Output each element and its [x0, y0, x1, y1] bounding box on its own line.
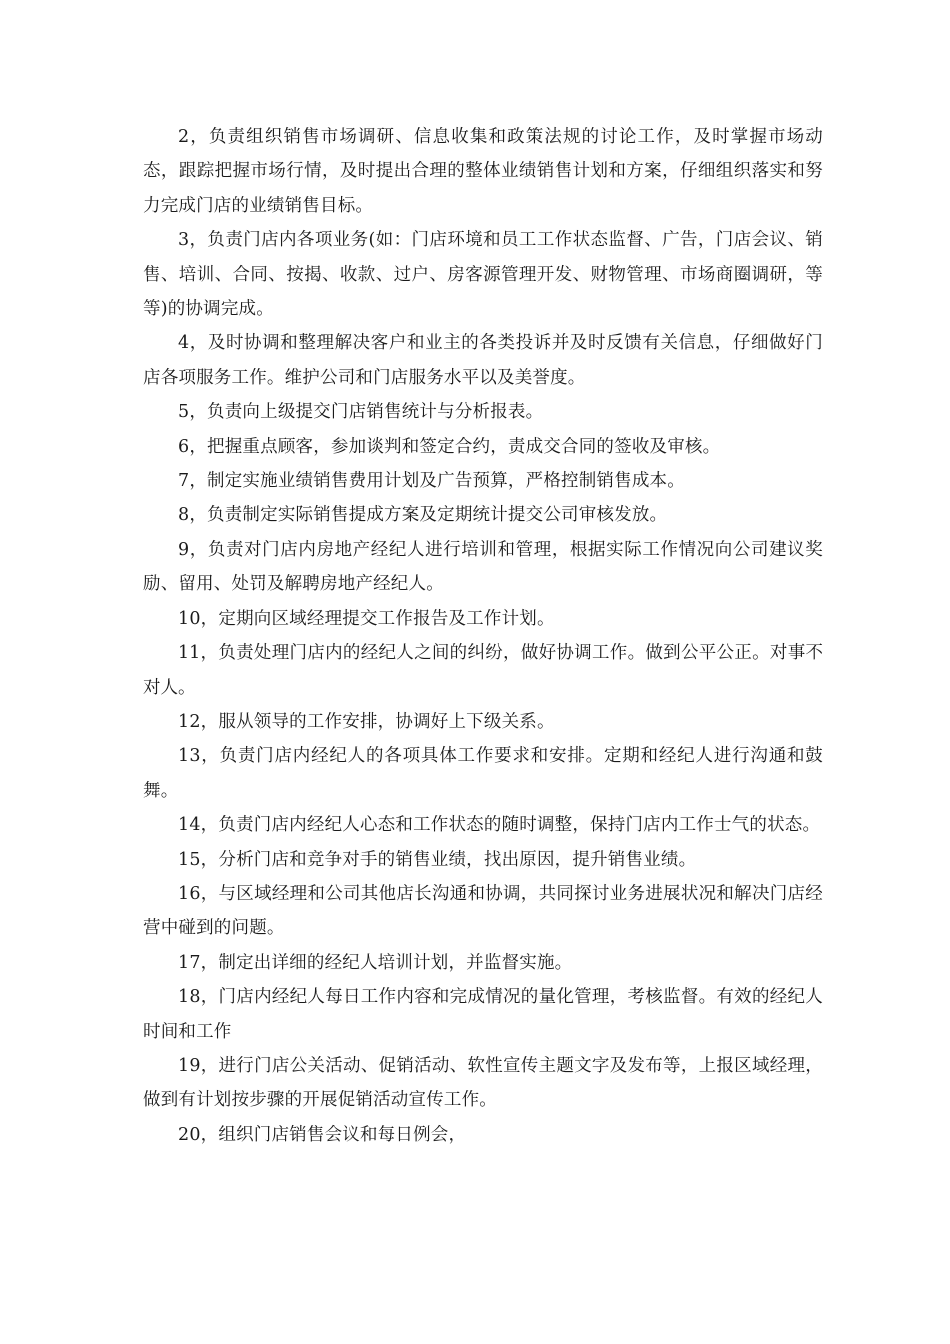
- paragraph-5: 5，负责向上级提交门店销售统计与分析报表。: [178, 402, 544, 423]
- paragraph-15: 15，分析门店和竞争对手的销售业绩，找出原因，提升销售业绩。: [178, 849, 697, 870]
- paragraph-3: 3，负责门店内各项业务(如：门店环境和员工工作状态监督、广告，门店会议、销售、培训、合同、按揭、收款、过户、房客源管理开发、财物管理、市场商圈调研，等等)的协调完成。: [143, 230, 823, 320]
- paragraph-13: 13，负责门店内经纪人的各项具体工作要求和安排。定期和经纪人进行沟通和鼓舞。: [143, 746, 823, 801]
- paragraph-18: 18，门店内经纪人每日工作内容和完成情况的量化管理，考核监督。有效的经纪人时间和工作: [143, 987, 823, 1042]
- document-body: [143, 120, 823, 1152]
- paragraph-6: 6，把握重点顾客，参加谈判和签定合约，责成交合同的签收及审核。: [178, 436, 721, 457]
- paragraph-17: 17，制定出详细的经纪人培训计划，并监督实施。: [178, 952, 573, 973]
- paragraph-8: 8，负责制定实际销售提成方案及定期统计提交公司审核发放。: [178, 505, 668, 526]
- paragraph-20: 20，组织门店销售会议和每日例会，: [178, 1124, 467, 1145]
- paragraph-7: 7，制定实施业绩销售费用计划及广告预算，严格控制销售成本。: [178, 471, 685, 492]
- paragraph-10: 10，定期向区域经理提交工作报告及工作计划。: [178, 608, 555, 629]
- paragraph-2: 2，负责组织销售市场调研、信息收集和政策法规的讨论工作，及时掌握市场动态，跟踪把握市场行情，及时提出合理的整体业绩销售计划和方案，仔细组织落实和努力完成门店的业绩销售目标。: [143, 127, 823, 216]
- paragraph-4: 4，及时协调和整理解决客户和业主的各类投诉并及时反馈有关信息，仔细做好门店各项服务工作。维护公司和门店服务水平以及美誉度。: [143, 333, 823, 388]
- paragraph-16: 16，与区域经理和公司其他店长沟通和协调，共同探讨业务进展状况和解决门店经营中碰到的问题。: [143, 883, 823, 939]
- paragraph-9: 9，负责对门店内房地产经纪人进行培训和管理，根据实际工作情况向公司建议奖励、留用、处罚及解聘房地产经纪人。: [143, 539, 823, 595]
- paragraph-11: 11，负责处理门店内的经纪人之间的纠纷，做好协调工作。做到公平公正。对事不对人。: [143, 643, 823, 698]
- paragraph-12: 12，服从领导的工作安排，协调好上下级关系。: [178, 711, 555, 732]
- paragraph-14: 14，负责门店内经纪人心态和工作状态的随时调整，保持门店内工作士气的状态。: [178, 815, 821, 836]
- paragraph-19: 19，进行门店公关活动、促销活动、软性宣传主题文字及发布等，上报区域经理，做到有计划按步骤的开展促销活动宣传工作。: [143, 1055, 823, 1111]
